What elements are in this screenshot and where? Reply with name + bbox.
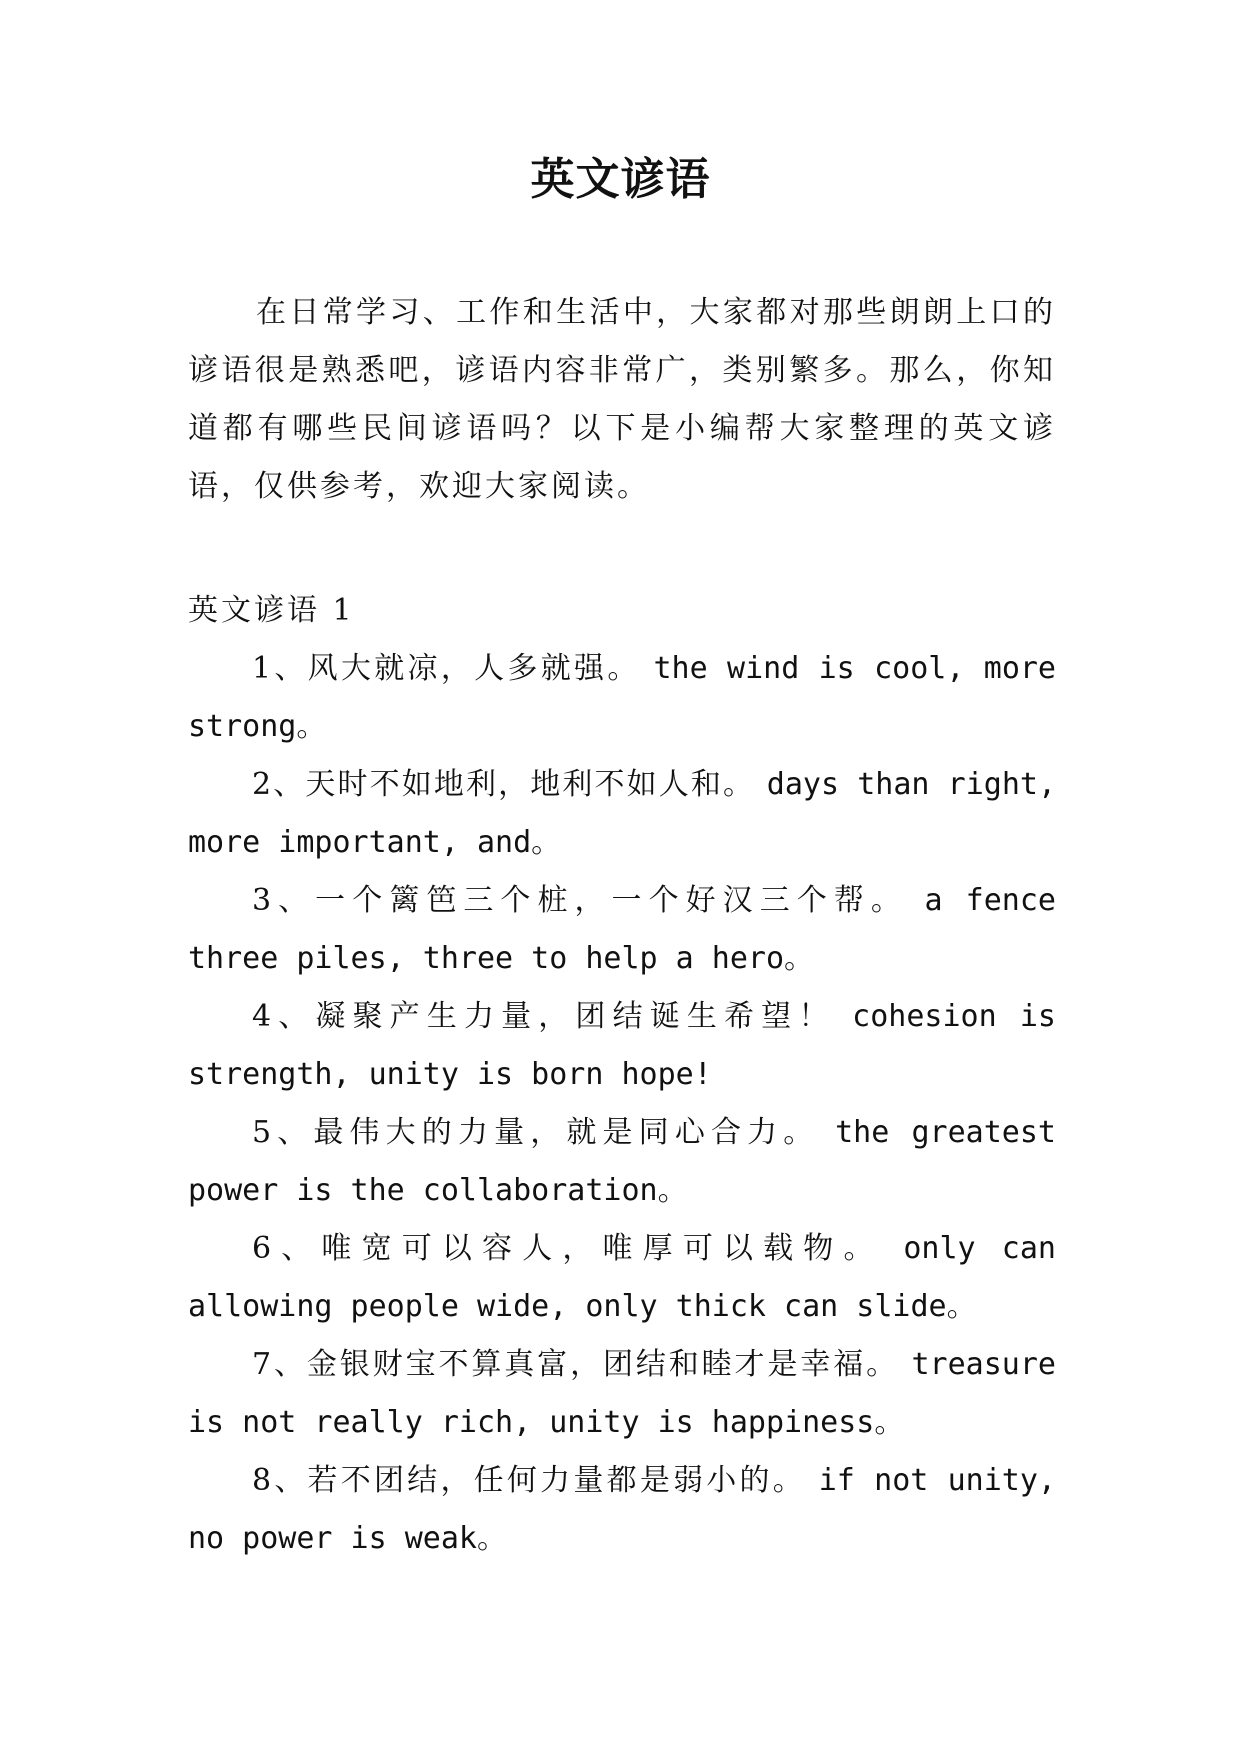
document-title: 英文谚语 <box>530 154 711 205</box>
proverb-item <box>188 756 1056 872</box>
proverb-item <box>188 1220 1056 1336</box>
proverb-english: if not unity, no power is weak。 <box>188 1463 1056 1556</box>
proverb-item <box>188 1104 1056 1220</box>
proverb-item <box>188 1336 1056 1452</box>
proverb-item <box>188 640 1056 756</box>
proverb-chinese: 4、凝聚产生力量，团结诞生希望！ <box>252 999 836 1034</box>
proverb-english: only can allowing people wide, only thick can slide。 <box>188 1231 1056 1324</box>
proverb-chinese: 2、天时不如地利，地利不如人和。 <box>252 767 756 802</box>
intro-paragraph: 在日常学习、工作和生活中，大家都对那些朗朗上口的谚语很是熟悉吧，谚语内容非常广，类别繁多。那么，你知道都有哪些民间谚语吗？以下是小编帮大家整理的英文谚语，仅供参考，欢迎大家阅读。 <box>188 295 1056 504</box>
proverb-english: days than right, more important, and。 <box>188 767 1056 860</box>
section-heading: 英文谚语 1 <box>188 593 355 628</box>
proverb-english: the wind is cool, more strong。 <box>188 651 1056 744</box>
proverb-list <box>188 640 1056 1568</box>
proverb-chinese: 7、金银财宝不算真富，团结和睦才是幸福。 <box>252 1347 900 1382</box>
proverb-english: the greatest power is the collaboration。 <box>188 1115 1056 1208</box>
proverb-chinese: 8、若不团结，任何力量都是弱小的。 <box>252 1463 806 1498</box>
proverb-english: cohesion is strength, unity is born hope! <box>188 999 1056 1092</box>
proverb-item <box>188 988 1056 1104</box>
proverb-english: treasure is not really rich, unity is happiness。 <box>188 1347 1056 1440</box>
proverb-chinese: 3、一个篱笆三个桩，一个好汉三个帮。 <box>252 883 908 918</box>
proverb-english: a fence three piles, three to help a hero。 <box>188 883 1056 976</box>
proverb-chinese: 1、风大就凉，人多就强。 <box>252 651 641 686</box>
proverb-item <box>188 872 1056 988</box>
proverb-chinese: 5、最伟大的力量，就是同心合力。 <box>252 1115 820 1150</box>
proverb-chinese: 6、唯宽可以容人，唯厚可以载物。 <box>252 1231 884 1266</box>
proverb-item <box>188 1452 1056 1568</box>
